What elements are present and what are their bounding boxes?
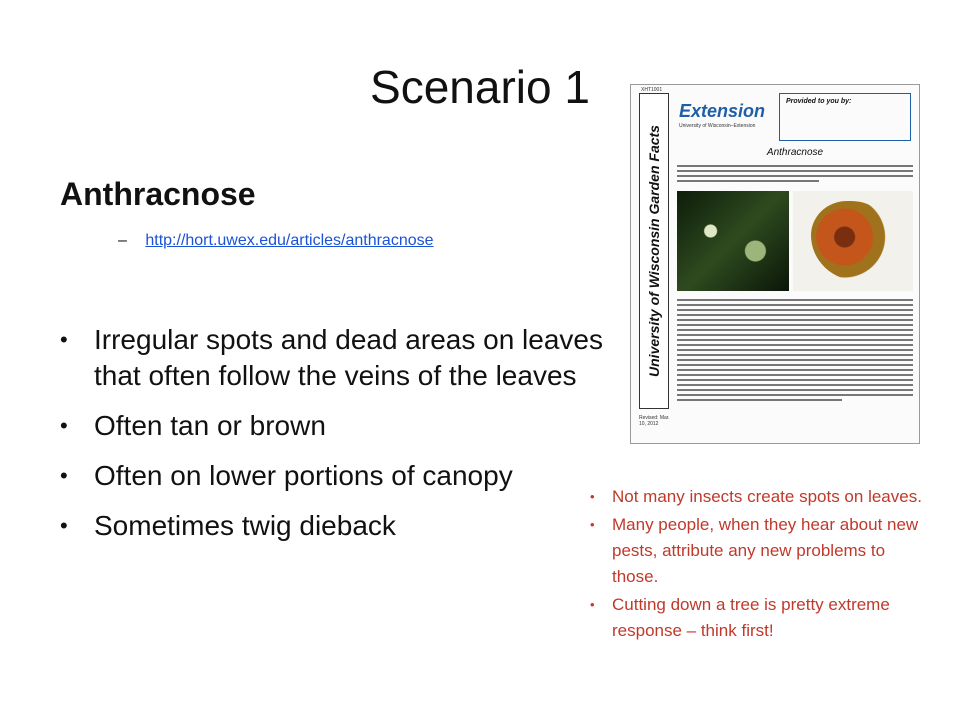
note-item xyxy=(590,512,930,590)
bullet-dot-icon: • xyxy=(60,413,68,438)
bullet-item xyxy=(60,322,620,394)
fact-sheet-heading: Anthracnose xyxy=(766,147,824,158)
anthracnose-link[interactable]: http://hort.uwex.edu/articles/anthracnose xyxy=(145,232,434,249)
fact-sheet-intro-text xyxy=(677,165,913,185)
bullet-text: Irregular spots and dead areas on leaves that often follow the veins of the leaves xyxy=(94,324,603,391)
bullet-text: Often tan or brown xyxy=(94,410,326,441)
note-dot-icon: • xyxy=(590,517,595,532)
provided-by-box xyxy=(779,93,911,141)
bullet-dot-icon: • xyxy=(60,327,68,352)
note-text: Not many insects create spots on leaves. xyxy=(612,487,922,506)
provided-by-label: Provided to you by: xyxy=(786,98,852,105)
bullet-text: Often on lower portions of canopy xyxy=(94,460,513,491)
fact-sheet-side-banner xyxy=(639,93,669,409)
extension-logo-subtitle: University of Wisconsin–Extension xyxy=(679,123,756,129)
note-dot-icon: • xyxy=(590,489,595,504)
bullet-text: Sometimes twig dieback xyxy=(94,510,396,541)
link-bullet xyxy=(118,232,434,250)
extension-logo: Extension xyxy=(679,101,766,121)
note-item xyxy=(590,592,930,644)
note-text: Many people, when they hear about new pests, attribute any new problems to those. xyxy=(612,515,919,586)
fact-sheet-revised: Revised: Mar. 10, 2012 xyxy=(639,415,670,427)
bullet-dot-icon: • xyxy=(60,463,68,488)
maple-leaf-shape xyxy=(811,201,895,281)
topic-heading: Anthracnose xyxy=(60,176,256,212)
bullet-dot-icon: • xyxy=(60,513,68,538)
note-text: Cutting down a tree is pretty extreme response – think first! xyxy=(612,595,890,640)
bullet-item xyxy=(60,408,620,444)
leaf-photo-maple xyxy=(793,191,913,291)
speaker-notes-list xyxy=(590,484,930,646)
bullet-item xyxy=(60,458,620,494)
slide-title: Scenario 1 xyxy=(370,61,590,113)
fact-sheet-image xyxy=(630,84,920,444)
leaf-photo-ash xyxy=(677,191,789,291)
note-dot-icon: • xyxy=(590,597,595,612)
fact-sheet-body-text xyxy=(677,299,913,404)
main-bullet-list xyxy=(60,322,620,558)
dash-marker: – xyxy=(118,232,127,249)
fact-sheet-side-title: University of Wisconsin Garden Facts xyxy=(646,125,662,377)
note-item xyxy=(590,484,930,510)
bullet-item xyxy=(60,508,620,544)
fact-sheet-code: XHT1001 xyxy=(641,87,663,93)
